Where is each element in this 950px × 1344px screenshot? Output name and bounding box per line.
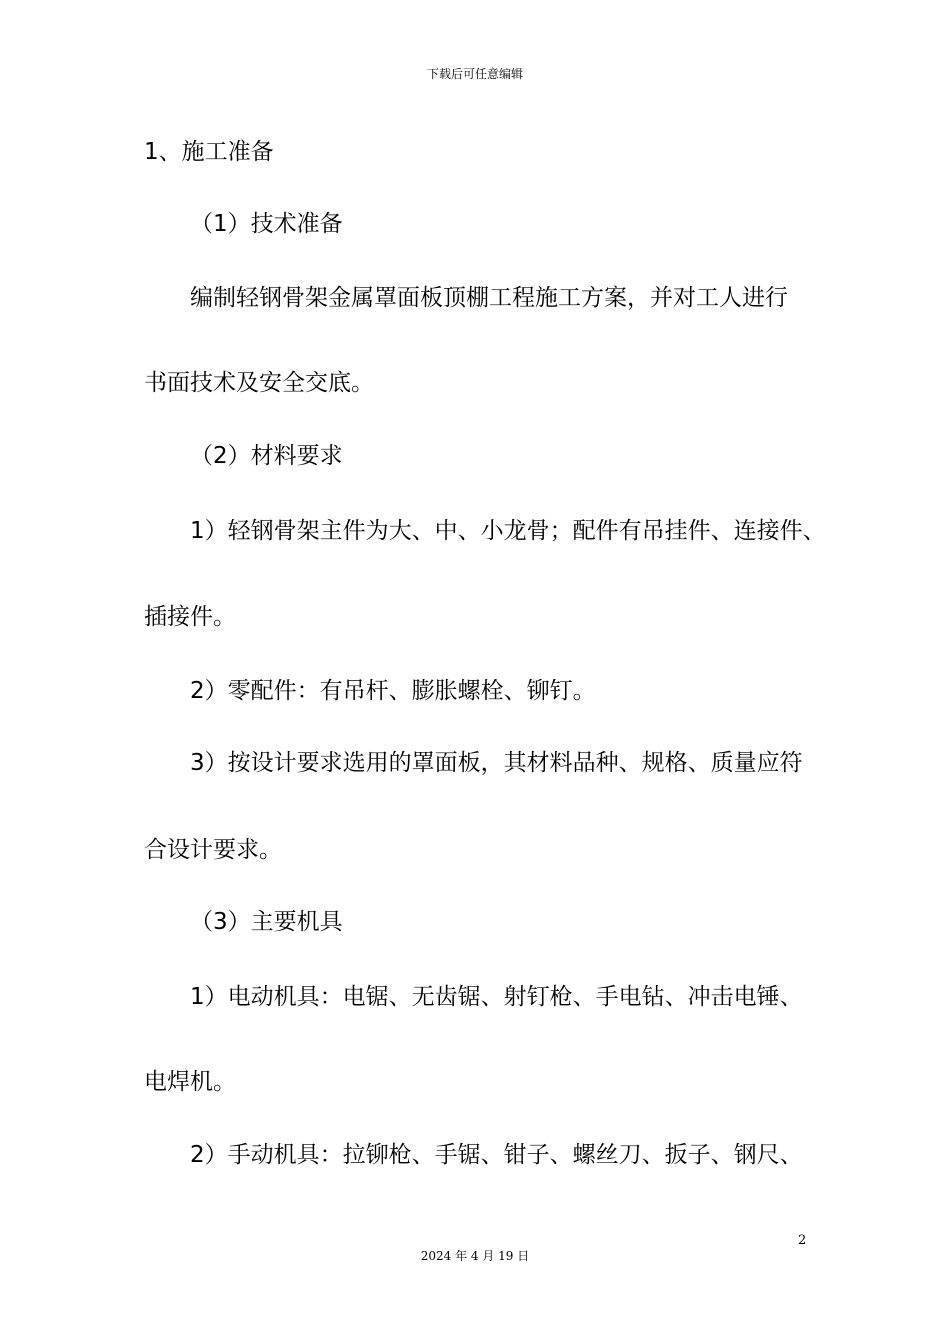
list-item-line: 2）零配件：有吊杆、膨胀螺栓、铆钉。 [190, 678, 596, 704]
subheading-material-requirements: （2）材料要求 [190, 443, 343, 469]
page-header: 下载后可任意编辑 [426, 67, 523, 81]
paragraph-line: 编制轻钢骨架金属罩面板顶棚工程施工方案，并对工人进行 [190, 285, 788, 311]
section-heading: 1、施工准备 [144, 139, 274, 165]
paragraph-line: 书面技术及安全交底。 [144, 370, 374, 396]
list-item-line: 1）轻钢骨架主件为大、中、小龙骨；配件有吊挂件、连接件、 [190, 518, 826, 544]
footer-date: 2024 年 4 月 19 日 [420, 1249, 530, 1263]
list-item-line: 1）电动机具：电锯、无齿锯、射钉枪、手电钻、冲击电锤、 [190, 984, 803, 1010]
list-item-line: 电焊机。 [144, 1069, 236, 1095]
list-item-line: 合设计要求。 [144, 837, 282, 863]
subheading-main-equipment: （3）主要机具 [190, 909, 343, 935]
list-item-line: 2）手动机具：拉铆枪、手锯、钳子、螺丝刀、扳子、钢尺、 [190, 1142, 803, 1168]
list-item-line: 插接件。 [144, 604, 236, 630]
list-item-line: 3）按设计要求选用的罩面板，其材料品种、规格、质量应符 [190, 750, 803, 776]
subheading-technical-preparation: （1）技术准备 [190, 211, 343, 237]
page-number: 2 [798, 1233, 807, 1248]
